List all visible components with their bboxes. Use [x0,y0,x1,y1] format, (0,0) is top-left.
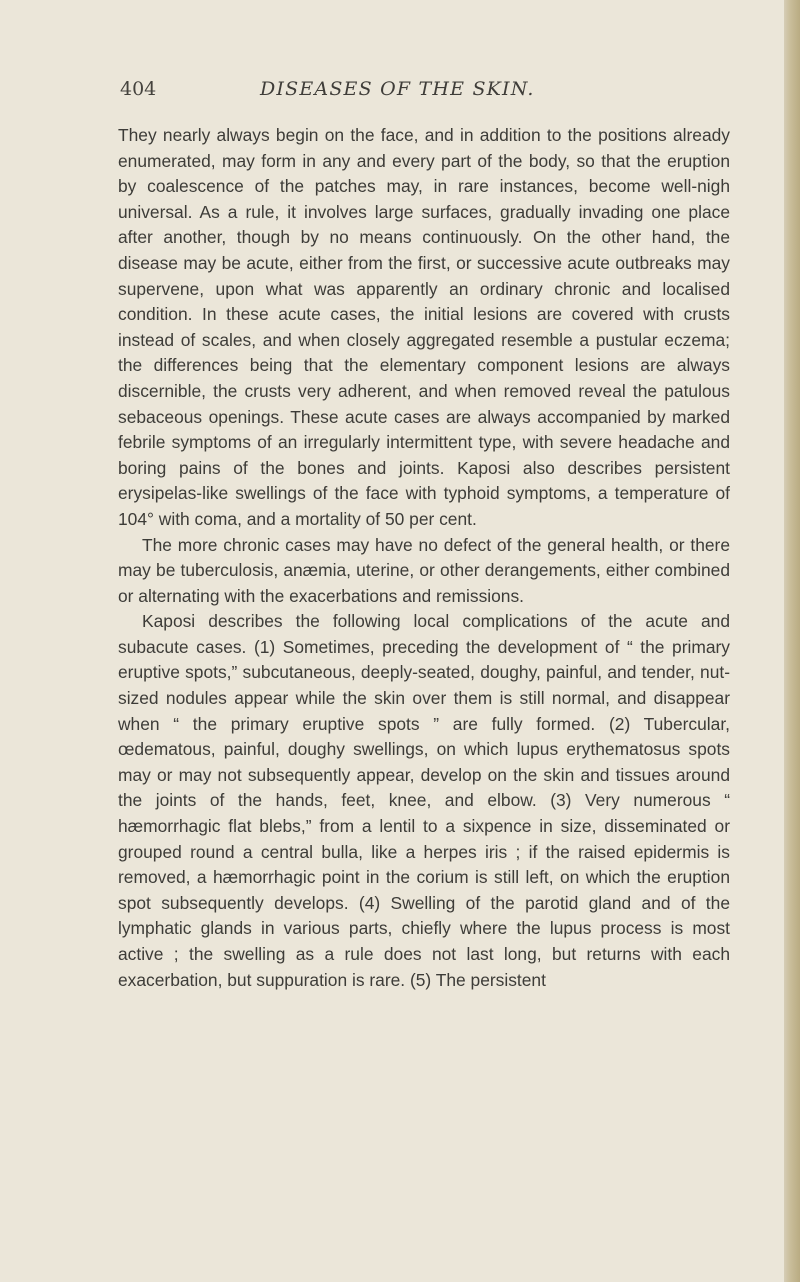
page-edge [784,0,800,1282]
page-number: 404 [120,78,157,100]
paragraph: The more chronic cases may have no defect of the general health, or there may be tuberculosis, anæmia, uterine, or other derangements, either combined or alternating with the exacerbations and remissions. [118,534,730,606]
body-text [118,123,730,993]
running-title: DISEASES OF THE SKIN. [260,78,535,100]
page-header [120,78,730,108]
paragraph: They nearly always begin on the face, and in addition to the positions already enumerated, may form in any and every part of the body, so that the eruption by coalescence of the patches may, in rare instances, become well-nigh universal. As a rule, it involves large surfaces, gradually invading one place after another, though by no means continuously. On the other hand, the disease may be acute, either from the first, or successive acute outbreaks may supervene, upon what was apparently an ordinary chronic and localised condition. In these acute cases, the initial lesions are covered with crusts instead of scales, and when closely aggregated resemble a pustular eczema; the differences being that the elementary component lesions are always discernible, the crusts very adherent, and when removed reveal the patulous sebaceous openings. These acute cases are always accompanied by marked febrile symptoms of an irregularly intermittent type, with severe headache and boring pains of the bones and joints. Kaposi also describes persistent erysipelas-like swellings of the face with typhoid symptoms, a temperature of 104° with coma, and a mortality of 50 per cent. [118,125,730,529]
paragraph: Kaposi describes the following local complications of the acute and subacute cases. (1) Sometimes, preceding the development of “ the primary eruptive spots,” subcutaneous, deeply-seated, doughy, painful, and tender, nut-sized nodules appear while the skin over them is still normal, and disappear when “ the primary eruptive spots ” are fully formed. (2) Tubercular, œdematous, painful, doughy swellings, on which lupus erythematosus spots may or may not subsequently appear, develop on the skin and tissues around the joints of the hands, feet, knee, and elbow. (3) Very numerous “ hæmorrhagic flat blebs,” from a lentil to a sixpence in size, disseminated or grouped round a central bulla, like a herpes iris ; if the raised epidermis is removed, a hæmorrhagic point in the corium is still left, on which the eruption spot subsequently develops. (4) Swelling of the parotid gland and of the lymphatic glands in various parts, chiefly where the lupus process is most active ; the swelling as a rule does not last long, but returns with each exacerbation, but suppuration is rare. (5) The persistent [118,611,730,990]
